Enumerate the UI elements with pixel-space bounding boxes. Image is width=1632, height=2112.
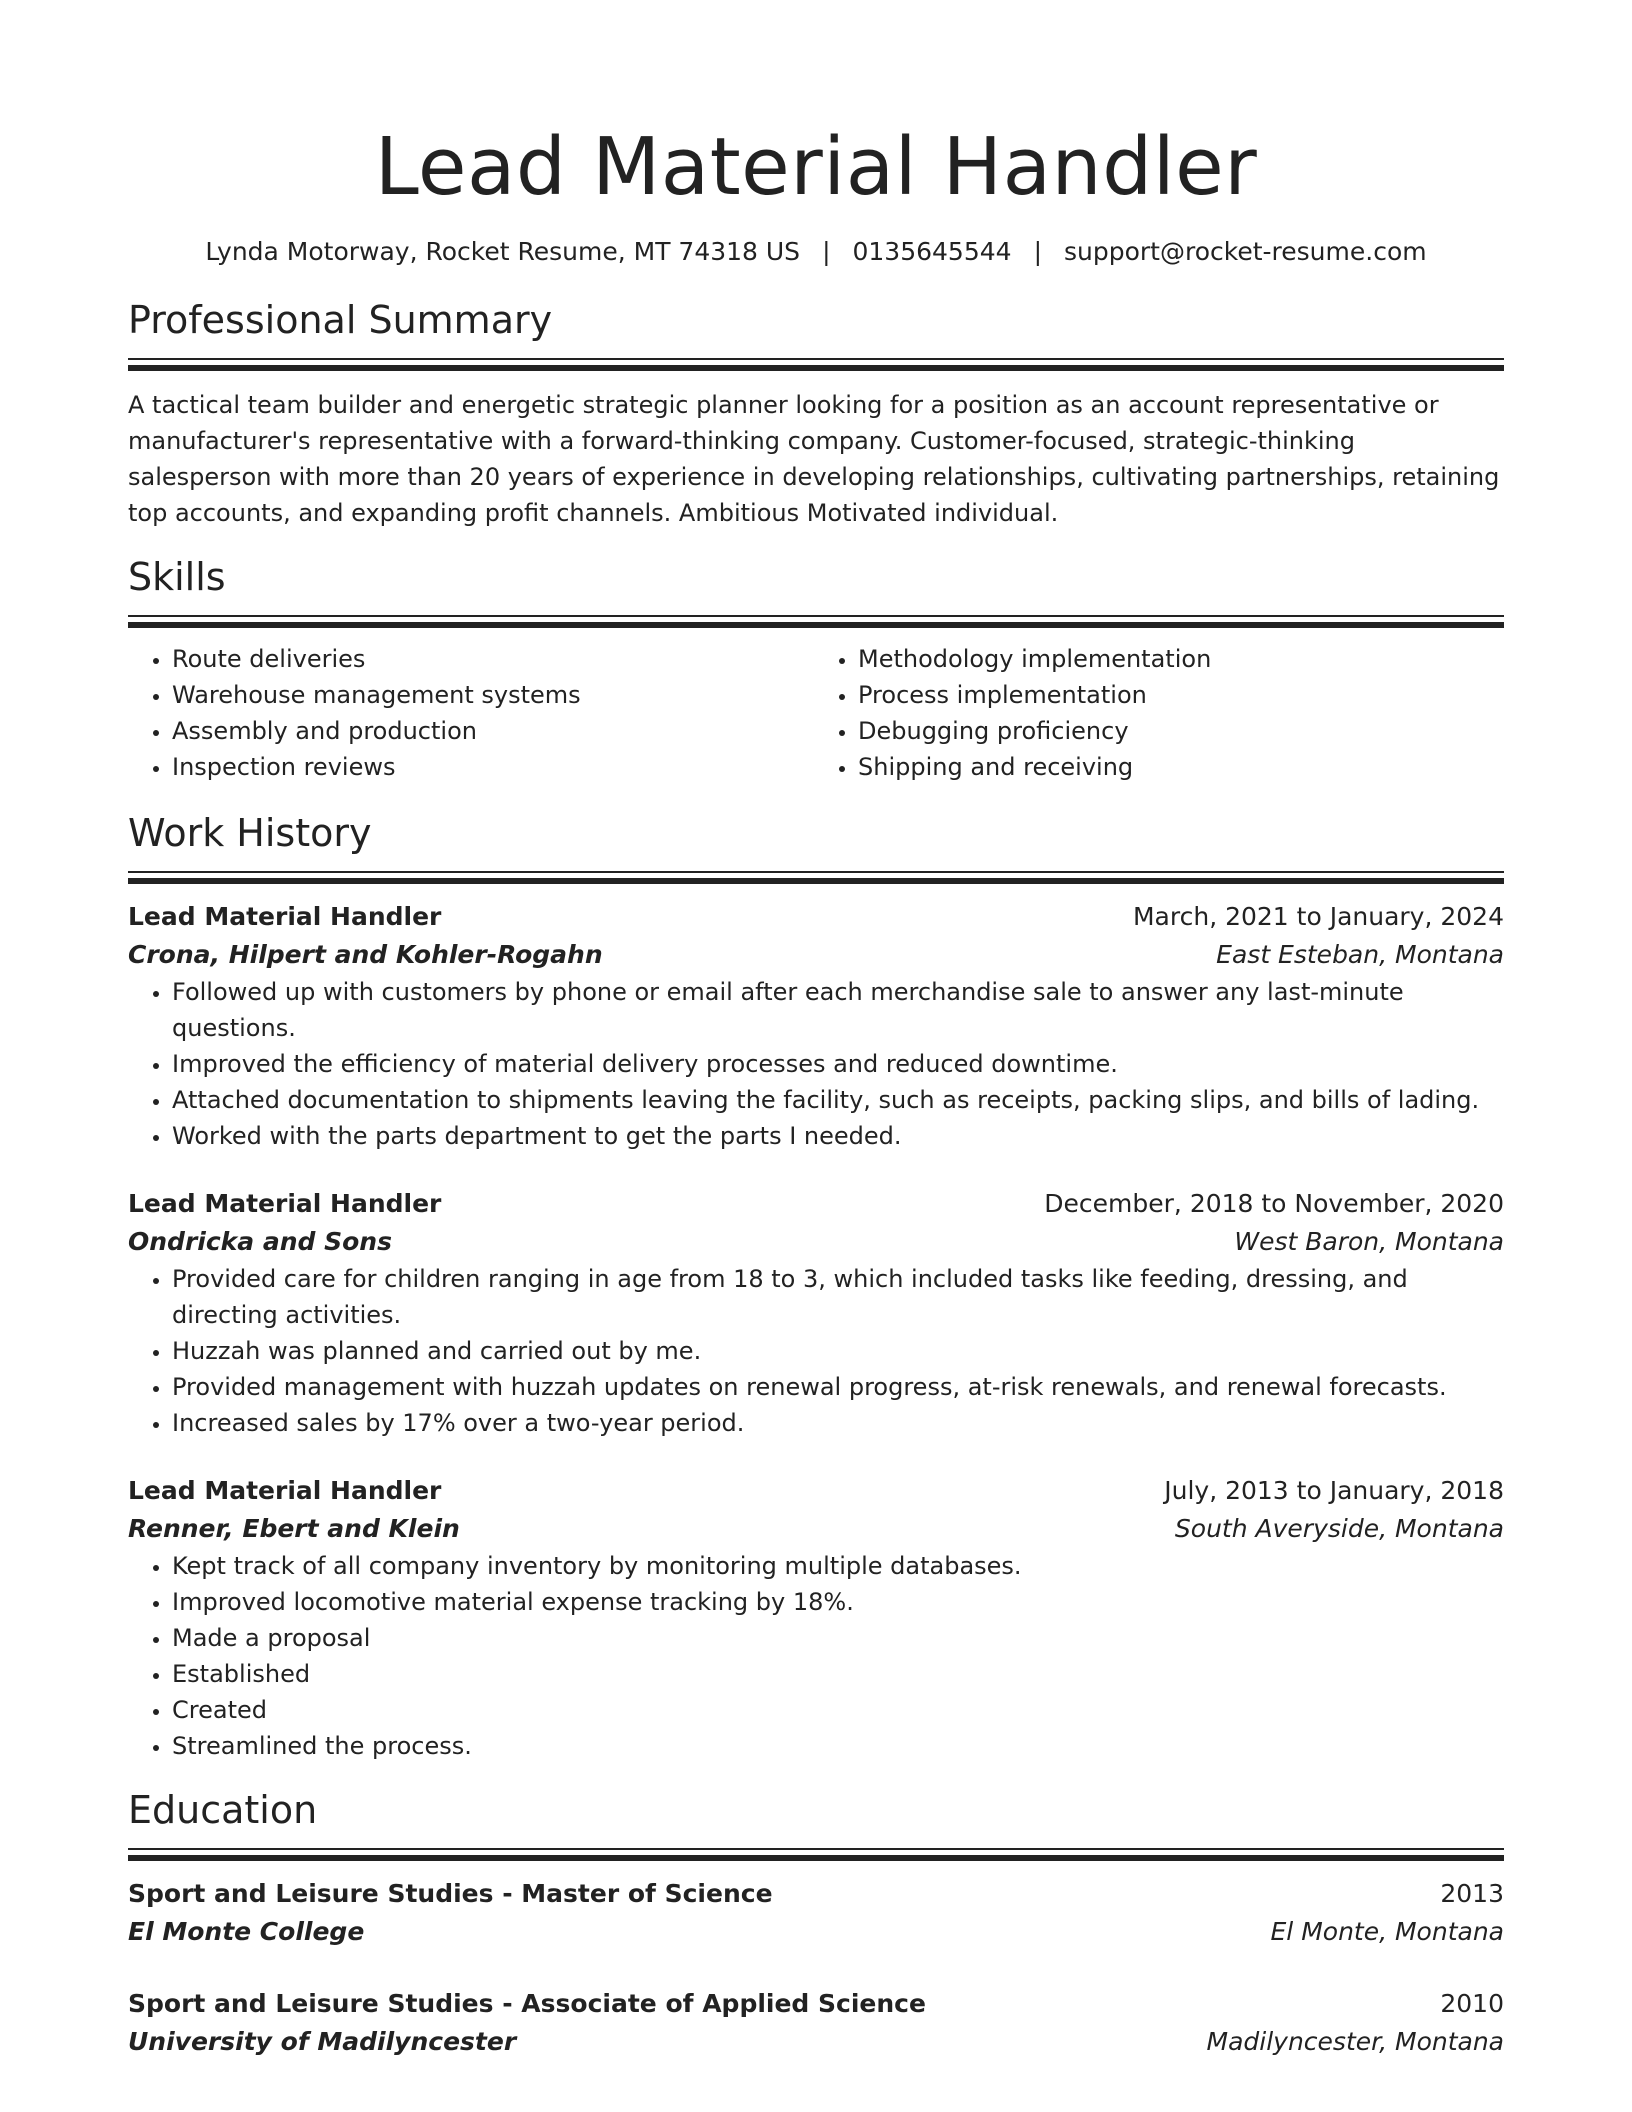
contact-address: Lynda Motorway, Rocket Resume, MT 74318 US: [205, 237, 801, 266]
contact-phone: 0135645544: [852, 237, 1012, 266]
job-bullet: • Improved the efficiency of material delivery processes and reduced downtime.: [172, 1046, 1504, 1082]
job-bullet: • Provided management with huzzah updates on renewal progress, at-risk renewals, and renewal forecasts.: [172, 1369, 1504, 1405]
section-divider: [128, 871, 1504, 882]
job-location: West Baron, Montana: [1234, 1227, 1504, 1256]
job-header: [128, 1472, 1504, 1510]
job-dates: July, 2013 to January, 2018: [1164, 1476, 1504, 1505]
skills-list: [128, 641, 1504, 785]
skills-heading: Skills: [128, 555, 226, 599]
education-header: [128, 1875, 1504, 1913]
job-company: Ondricka and Sons: [128, 1227, 392, 1256]
skill-item: • Methodology implementation: [858, 641, 1504, 677]
summary-heading: Professional Summary: [128, 298, 553, 342]
contact-separator: |: [822, 237, 831, 266]
job-title: Lead Material Handler: [128, 902, 442, 931]
job-header: [128, 898, 1504, 936]
contact-line: [128, 234, 1504, 270]
resume-page: [128, 118, 1504, 2061]
job-header: [128, 1185, 1504, 1223]
skill-item: • Assembly and production: [172, 713, 818, 749]
page-title: Lead Material Handler: [374, 121, 1258, 213]
job-bullets: [128, 1261, 1504, 1441]
section-divider: [128, 1848, 1504, 1859]
job-bullet: • Established: [172, 1656, 1504, 1692]
skills-section: [128, 553, 1504, 785]
summary-section: [128, 296, 1504, 531]
skills-column-right: [818, 641, 1504, 785]
education-entry: [128, 1875, 1504, 1951]
education-entry: [128, 1985, 1504, 2061]
job-bullet: • Created: [172, 1692, 1504, 1728]
skill-item: • Debugging proficiency: [858, 713, 1504, 749]
job-bullet: • Streamlined the process.: [172, 1728, 1504, 1764]
job-bullet: • Improved locomotive material expense tracking by 18%.: [172, 1584, 1504, 1620]
work-history-heading: Work History: [128, 811, 372, 855]
job-company: Renner, Ebert and Klein: [128, 1514, 460, 1543]
education-header: [128, 1985, 1504, 2023]
job-bullet: • Kept track of all company inventory by monitoring multiple databases.: [172, 1548, 1504, 1584]
education-year: 2013: [1440, 1879, 1504, 1908]
contact-email: support@rocket-resume.com: [1064, 237, 1427, 266]
education-section: [128, 1786, 1504, 2061]
job-subheader: [128, 1510, 1504, 1548]
job-bullet: • Attached documentation to shipments leaving the facility, such as receipts, packing slips, and bills of lading.: [172, 1082, 1504, 1118]
summary-text: A tactical team builder and energetic strategic planner looking for a position as an account representative or manufacturer's representative with a forward-thinking company. Customer-focused, strategic-thinking salesperson with more than 20 years of experience in developing relationships, cultivating partnerships, retaining top accounts, and expanding profit channels. Ambitious Motivated individual.: [128, 391, 1500, 527]
job-company: Crona, Hilpert and Kohler-Rogahn: [128, 940, 603, 969]
education-location: El Monte, Montana: [1270, 1917, 1504, 1946]
job-entry: [128, 898, 1504, 1154]
job-dates: December, 2018 to November, 2020: [1044, 1189, 1504, 1218]
job-bullet: • Provided care for children ranging in age from 18 to 3, which included tasks like feeding, dressing, and directing activities.: [172, 1261, 1504, 1333]
contact-separator: |: [1033, 237, 1042, 266]
job-entry: [128, 1185, 1504, 1441]
education-school: University of Madilyncester: [128, 2027, 517, 2056]
job-bullet: • Worked with the parts department to get the parts I needed.: [172, 1118, 1504, 1154]
education-year: 2010: [1440, 1989, 1504, 2018]
job-bullets: [128, 1548, 1504, 1764]
job-subheader: [128, 1223, 1504, 1261]
section-divider: [128, 358, 1504, 369]
skill-item: • Warehouse management systems: [172, 677, 818, 713]
skill-item: • Inspection reviews: [172, 749, 818, 785]
job-bullets: [128, 974, 1504, 1154]
education-degree: Sport and Leisure Studies - Master of Science: [128, 1879, 773, 1908]
job-bullet: • Huzzah was planned and carried out by me.: [172, 1333, 1504, 1369]
job-entry: [128, 1472, 1504, 1764]
section-divider: [128, 615, 1504, 626]
education-school: El Monte College: [128, 1917, 365, 1946]
job-location: East Esteban, Montana: [1216, 940, 1504, 969]
job-dates: March, 2021 to January, 2024: [1132, 902, 1504, 931]
skill-item: • Route deliveries: [172, 641, 818, 677]
skill-item: • Process implementation: [858, 677, 1504, 713]
education-location: Madilyncester, Montana: [1206, 2027, 1504, 2056]
job-title: Lead Material Handler: [128, 1189, 442, 1218]
skill-item: • Shipping and receiving: [858, 749, 1504, 785]
job-subheader: [128, 936, 1504, 974]
job-bullet: • Followed up with customers by phone or email after each merchandise sale to answer any last-minute questions.: [172, 974, 1504, 1046]
job-title: Lead Material Handler: [128, 1476, 442, 1505]
skills-column-left: [128, 641, 818, 785]
education-degree: Sport and Leisure Studies - Associate of Applied Science: [128, 1989, 926, 2018]
work-history-section: [128, 809, 1504, 1764]
job-bullet: • Made a proposal: [172, 1620, 1504, 1656]
job-location: South Averyside, Montana: [1174, 1514, 1504, 1543]
education-heading: Education: [128, 1788, 318, 1832]
job-bullet: • Increased sales by 17% over a two-year period.: [172, 1405, 1504, 1441]
education-subheader: [128, 2023, 1504, 2061]
education-subheader: [128, 1913, 1504, 1951]
